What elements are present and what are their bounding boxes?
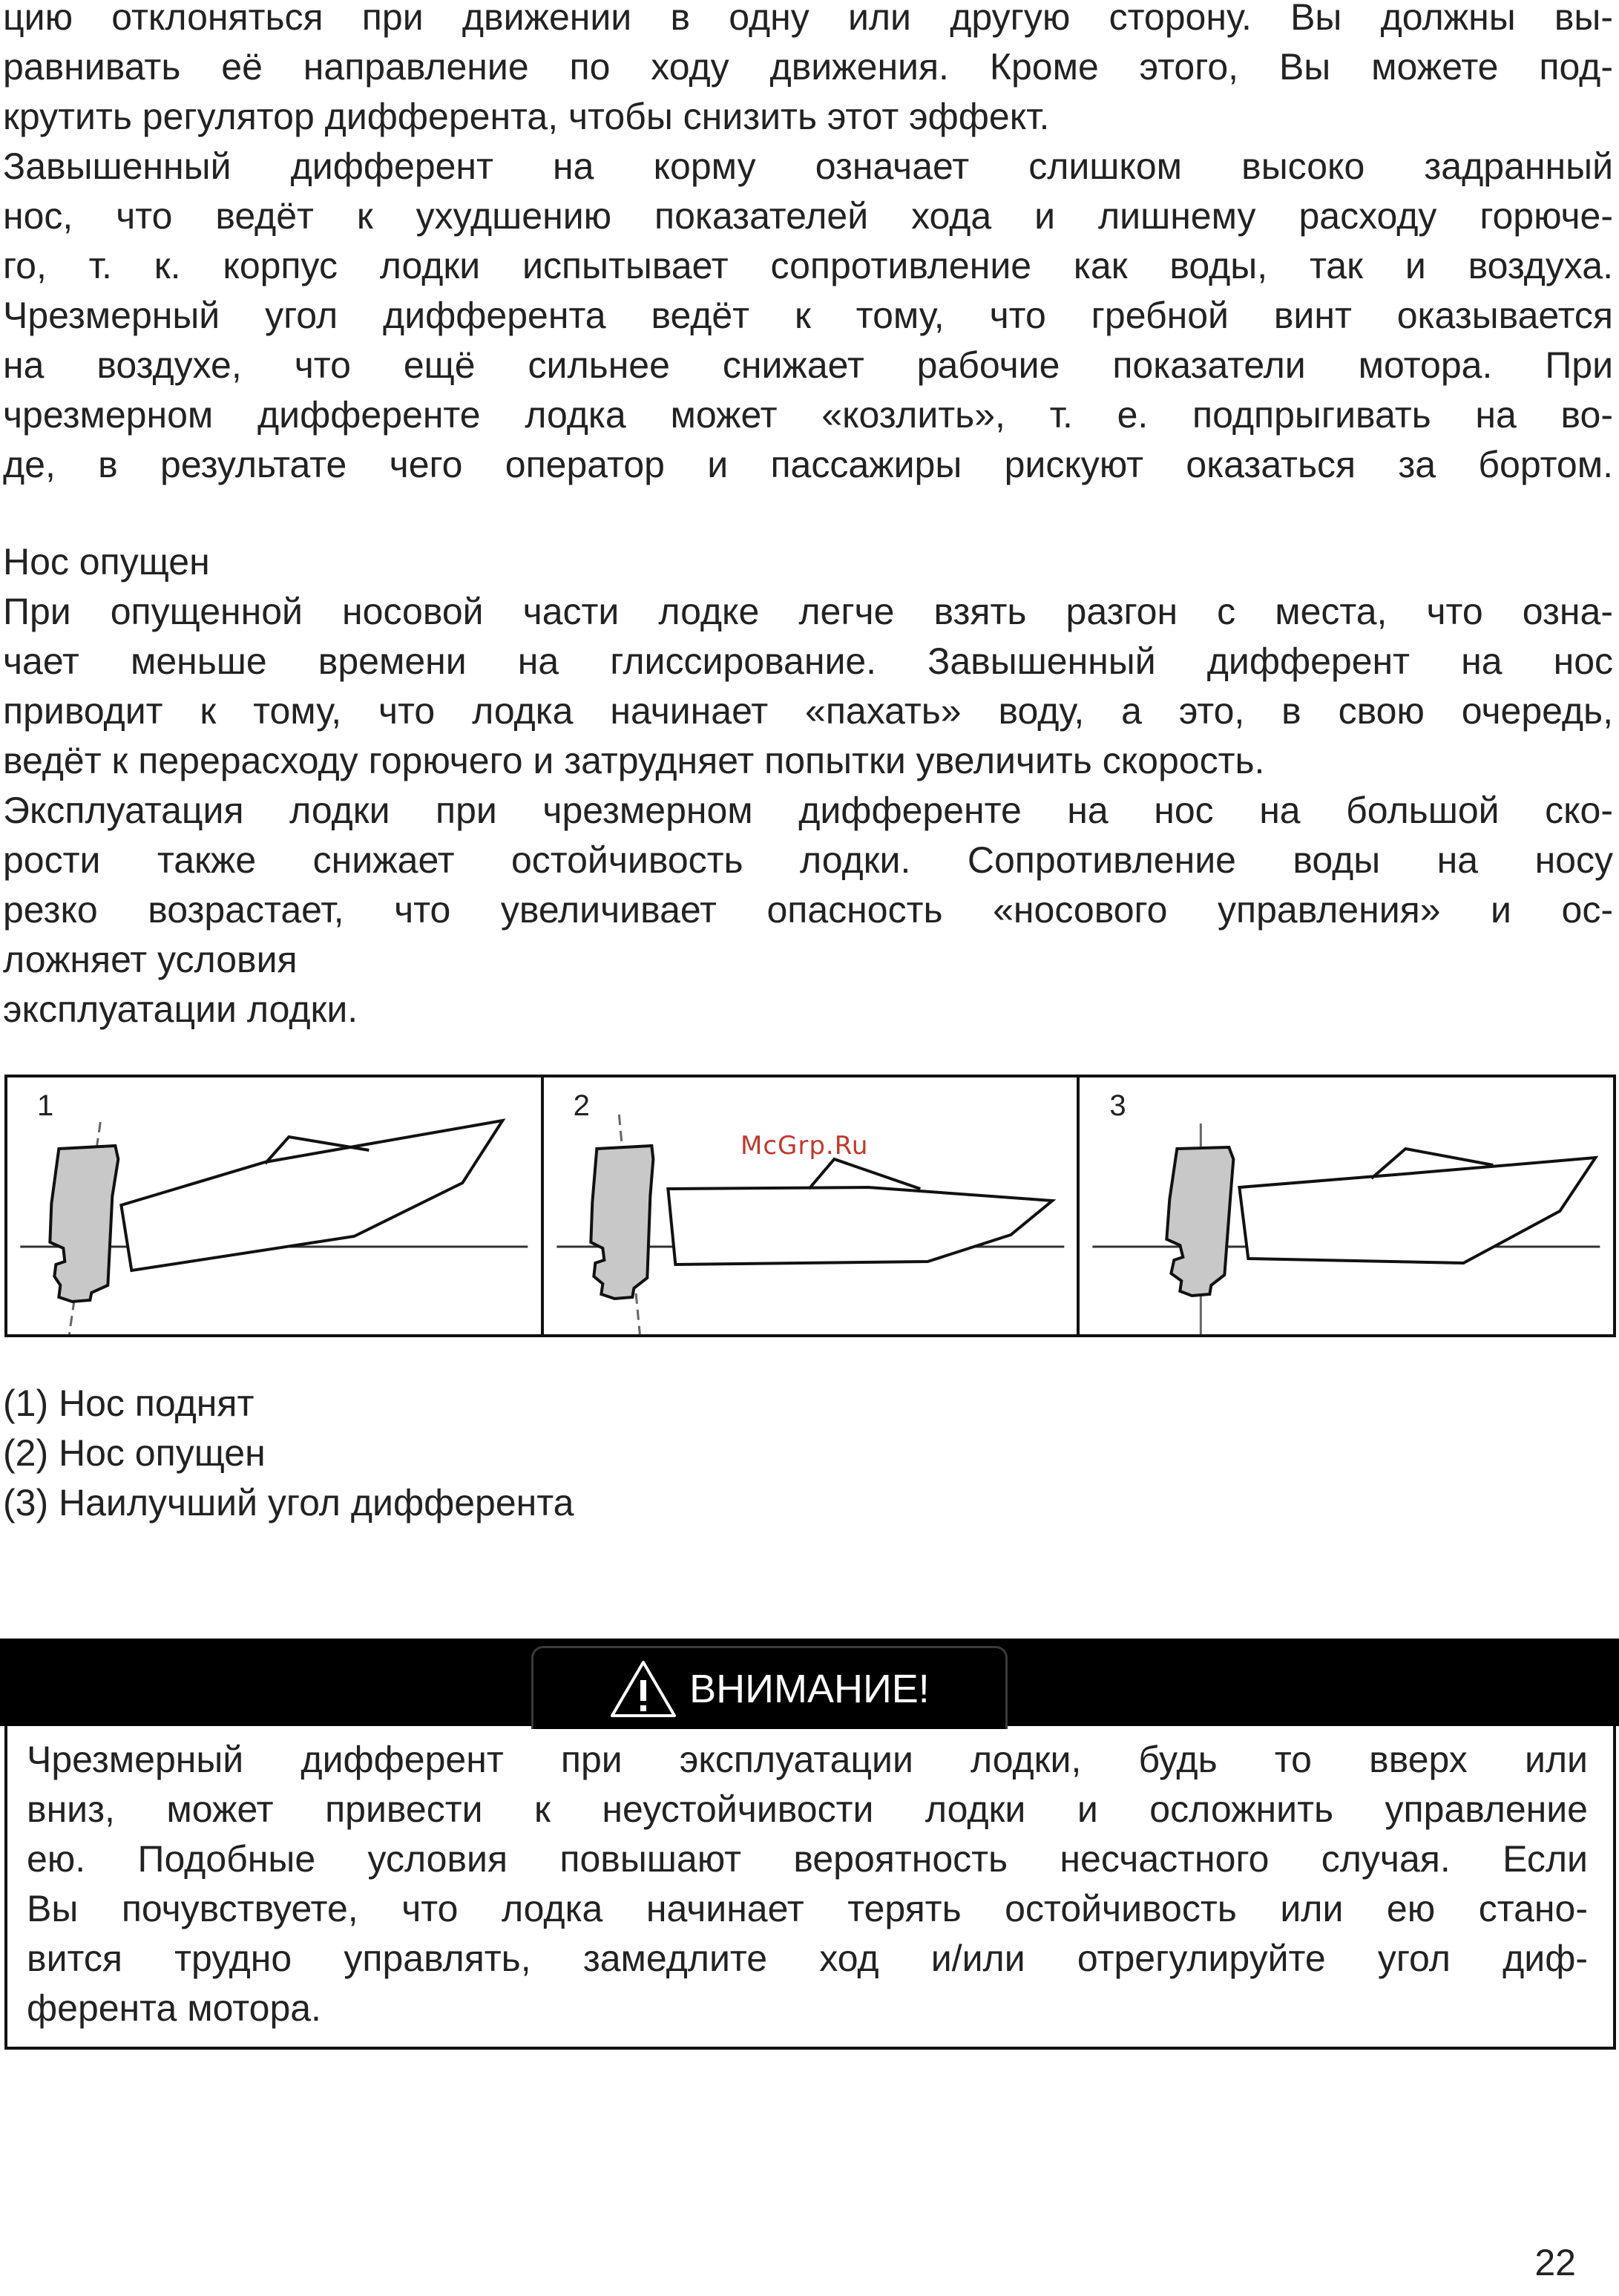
figure-panel-best-trim: [1080, 1078, 1613, 1334]
watermark: McGrp.Ru: [740, 1131, 869, 1161]
figure-captions: [3, 1379, 574, 1528]
text-line: чрезмерном дифференте лодка может «козлить», т. е. подпрыгивать на во-: [3, 394, 1613, 436]
trim-angle-figure: [4, 1075, 1616, 1337]
text-line: чает меньше времени на глиссирование. Завышенный дифферент на нос: [3, 640, 1613, 682]
figure-panel-bow-down: [544, 1078, 1080, 1334]
figure-panel-bow-up: [7, 1078, 544, 1334]
warning-title-text: ВНИМАНИЕ!: [689, 1666, 930, 1711]
text-line: Чрезмерный угол дифферента ведёт к тому, что гребной винт оказывается: [3, 295, 1613, 336]
text-line: де, в результате чего оператор и пассажиры рискуют оказаться за бортом.: [3, 444, 1613, 485]
paragraph-bow-down: [3, 587, 1613, 1034]
text-line: равнивать её направление по ходу движения. Кроме этого, Вы можете под-: [3, 46, 1613, 88]
text-line: Вы почувствуете, что лодка начинает терять остойчивость или ею стано-: [27, 1888, 1588, 1929]
text-line: цию отклоняться при движении в одну или другую сторону. Вы должны вы-: [3, 0, 1613, 38]
paragraph-steering: [3, 0, 1613, 142]
text-line: ферента мотора.: [27, 1987, 321, 2029]
text-line: нос, что ведёт к ухудшению показателей хода и лишнему расходу горюче-: [3, 195, 1613, 237]
paragraph-stern-trim: [3, 142, 1613, 490]
warning-triangle-icon: [609, 1659, 677, 1719]
text-line: ведёт к перерасходу горючего и затрудняет попытки увеличить скорость.: [3, 740, 1265, 781]
panel-number: 1: [37, 1089, 54, 1122]
boat-best-trim-diagram: [1080, 1078, 1613, 1334]
text-line: ложняет условия: [3, 939, 298, 980]
text-line: крутить регулятор дифферента, чтобы снизить этот эффект.: [3, 96, 1050, 137]
text-line: При опущенной носовой части лодке легче взять разгон с места, что озна-: [3, 591, 1613, 632]
warning-text: [27, 1735, 1588, 2033]
text-line: на воздухе, что ещё сильнее снижает рабочие показатели мотора. При: [3, 344, 1613, 386]
text-line: рости также снижает остойчивость лодки. Сопротивление воды на носу: [3, 839, 1613, 881]
text-line: го, т. к. корпус лодки испытывает сопротивление как воды, так и воздуха.: [3, 245, 1613, 286]
caption-item: (3) Наилучший угол дифферента: [3, 1482, 574, 1523]
boat-bow-down-diagram: [544, 1078, 1077, 1334]
text-line: эксплуатации лодки.: [3, 988, 358, 1030]
caption-item: (1) Нос поднят: [3, 1382, 254, 1424]
text-line: Эксплуатация лодки при чрезмерном дифференте на нос на большой ско-: [3, 790, 1613, 831]
text-line: приводит к тому, что лодка начинает «пахать» воду, а это, в свою очередь,: [3, 690, 1613, 732]
page-number: 22: [1534, 2242, 1576, 2283]
text-line: вится трудно управлять, замедлите ход и/или отрегулируйте угол диф-: [27, 1938, 1588, 1979]
panel-number: 2: [573, 1089, 590, 1122]
text-line: Завышенный дифферент на корму означает слишком высоко задранный: [3, 145, 1613, 187]
panel-number: 3: [1109, 1089, 1126, 1122]
text-line: резко возрастает, что увеличивает опасность «носового управления» и ос-: [3, 889, 1613, 931]
boat-bow-up-diagram: [7, 1078, 541, 1334]
text-line: Чрезмерный дифферент при эксплуатации лодки, будь то вверх или: [27, 1739, 1588, 1780]
caption-item: (2) Нос опущен: [3, 1432, 266, 1474]
text-line: ею. Подобные условия повышают вероятность несчастного случая. Если: [27, 1838, 1588, 1880]
section-heading: Нос опущен: [3, 541, 210, 583]
text-line: вниз, может привести к неустойчивости лодки и осложнить управление: [27, 1788, 1588, 1830]
warning-title: [531, 1646, 1008, 1729]
